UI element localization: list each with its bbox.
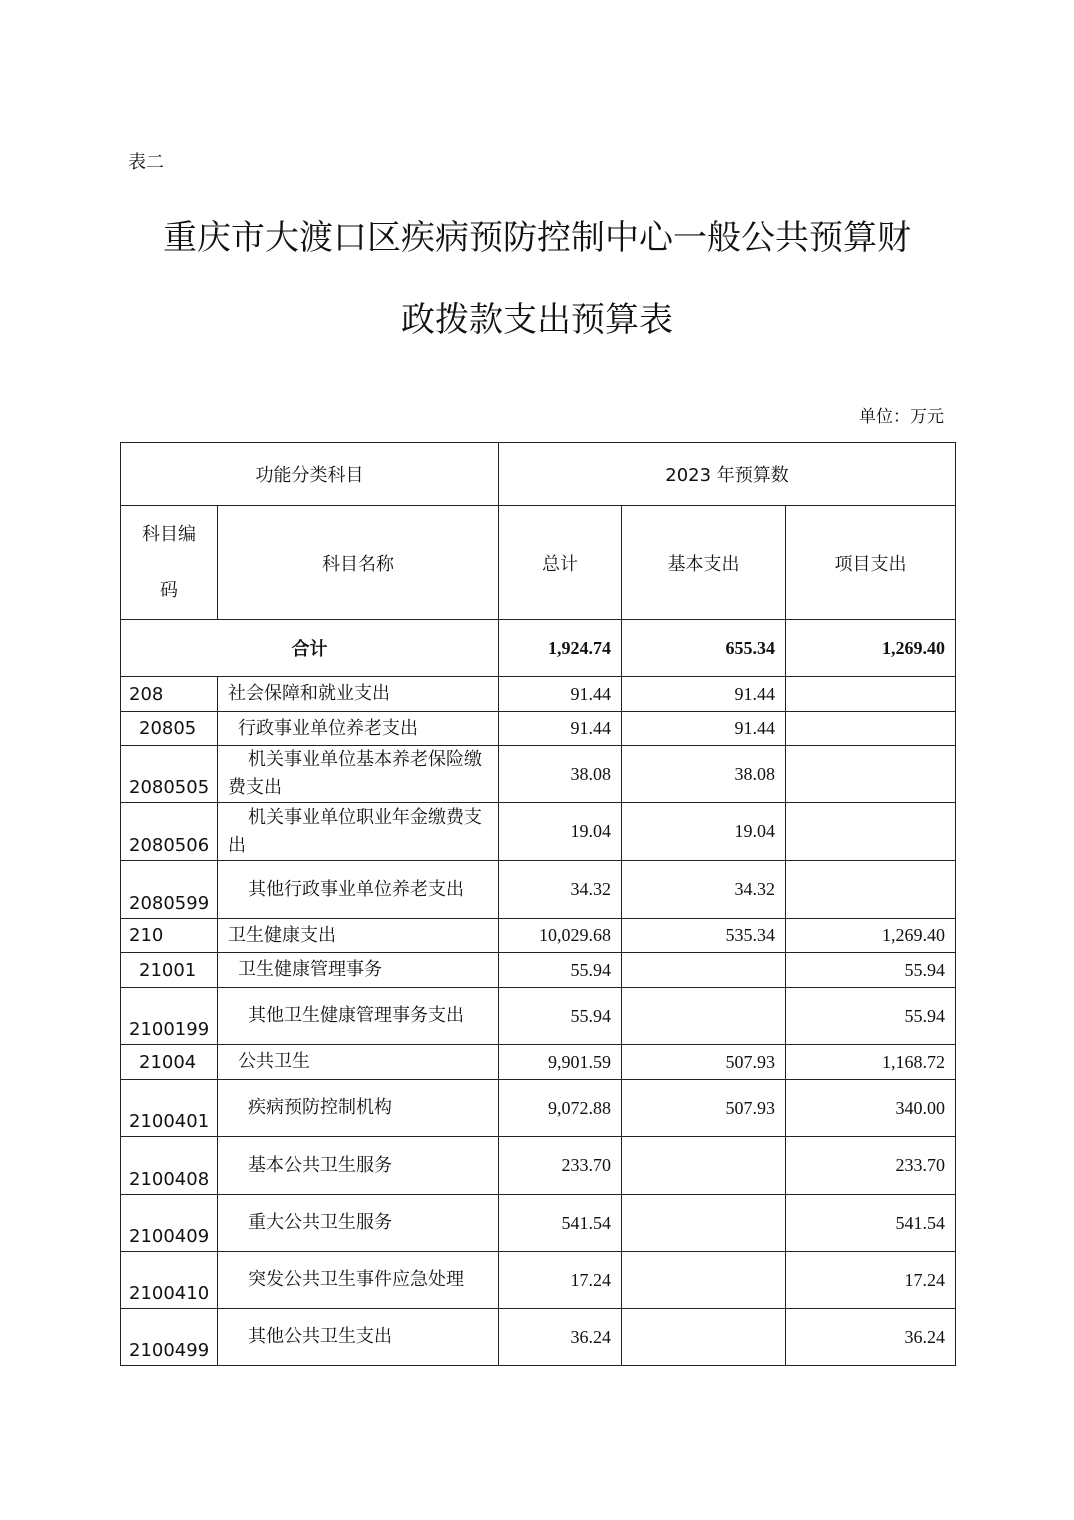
row-total: 9,901.59 <box>499 1045 622 1080</box>
row-code: 2080599 <box>121 861 218 919</box>
row-code: 2100408 <box>121 1137 218 1195</box>
row-total: 34.32 <box>499 861 622 919</box>
table-row <box>121 1195 956 1252</box>
row-project <box>786 861 956 919</box>
table-row <box>121 746 956 803</box>
row-total: 55.94 <box>499 953 622 988</box>
row-code: 2080505 <box>121 746 218 803</box>
table-row <box>121 712 956 746</box>
row-code: 21001 <box>121 953 218 988</box>
row-name: 机关事业单位基本养老保险缴费支出 <box>218 746 499 803</box>
table-row <box>121 953 956 988</box>
row-code: 2100409 <box>121 1195 218 1252</box>
row-basic <box>622 1195 786 1252</box>
table-row <box>121 861 956 919</box>
row-total: 55.94 <box>499 988 622 1045</box>
budget-table <box>120 442 956 1366</box>
row-name: 疾病预防控制机构 <box>218 1080 499 1137</box>
row-basic <box>622 953 786 988</box>
row-project: 233.70 <box>786 1137 956 1195</box>
row-name: 其他行政事业单位养老支出 <box>218 861 499 919</box>
row-name: 其他卫生健康管理事务支出 <box>218 988 499 1045</box>
row-code: 20805 <box>121 712 218 746</box>
row-name: 公共卫生 <box>218 1045 499 1080</box>
row-total: 17.24 <box>499 1252 622 1309</box>
row-basic <box>622 1137 786 1195</box>
row-basic: 91.44 <box>622 677 786 712</box>
row-basic <box>622 1309 786 1366</box>
row-name: 行政事业单位养老支出 <box>218 712 499 746</box>
row-project: 55.94 <box>786 988 956 1045</box>
row-project: 36.24 <box>786 1309 956 1366</box>
table-label: 表二 <box>128 152 164 173</box>
row-code: 2100401 <box>121 1080 218 1137</box>
totals-project: 1,269.40 <box>786 620 956 677</box>
document-title-line-2: 政拨款支出预算表 <box>401 300 673 340</box>
row-project <box>786 712 956 746</box>
row-name: 社会保障和就业支出 <box>218 677 499 712</box>
row-total: 38.08 <box>499 746 622 803</box>
table-row <box>121 1045 956 1080</box>
row-basic: 507.93 <box>622 1045 786 1080</box>
row-basic: 19.04 <box>622 803 786 861</box>
row-code: 2100199 <box>121 988 218 1045</box>
table-row <box>121 1252 956 1309</box>
row-name: 重大公共卫生服务 <box>218 1195 499 1252</box>
row-project <box>786 803 956 861</box>
totals-row <box>121 620 956 677</box>
table-row <box>121 919 956 953</box>
project-header: 项目支出 <box>786 506 956 620</box>
table-row <box>121 803 956 861</box>
row-code: 208 <box>121 677 218 712</box>
code-header <box>121 506 218 620</box>
row-project <box>786 677 956 712</box>
row-name: 卫生健康管理事务 <box>218 953 499 988</box>
func-class-header: 功能分类科目 <box>121 443 499 506</box>
basic-header: 基本支出 <box>622 506 786 620</box>
table-row <box>121 677 956 712</box>
budget-year-header: 2023 年预算数 <box>499 443 956 506</box>
row-code: 210 <box>121 919 218 953</box>
header-row-2 <box>121 506 956 620</box>
row-name: 其他公共卫生支出 <box>218 1309 499 1366</box>
row-name: 卫生健康支出 <box>218 919 499 953</box>
row-total: 541.54 <box>499 1195 622 1252</box>
row-code: 2080506 <box>121 803 218 861</box>
table-row <box>121 1137 956 1195</box>
row-total: 91.44 <box>499 677 622 712</box>
row-name: 基本公共卫生服务 <box>218 1137 499 1195</box>
table-row <box>121 1309 956 1366</box>
row-basic <box>622 1252 786 1309</box>
row-basic: 507.93 <box>622 1080 786 1137</box>
row-total: 19.04 <box>499 803 622 861</box>
code-header-line-2: 码 <box>160 579 178 601</box>
row-code: 2100499 <box>121 1309 218 1366</box>
row-project: 1,168.72 <box>786 1045 956 1080</box>
total-header: 总计 <box>499 506 622 620</box>
row-total: 36.24 <box>499 1309 622 1366</box>
code-header-line-1: 科目编 <box>142 523 196 545</box>
totals-label: 合计 <box>121 620 499 677</box>
row-project: 1,269.40 <box>786 919 956 953</box>
row-name: 机关事业单位职业年金缴费支出 <box>218 803 499 861</box>
row-project: 541.54 <box>786 1195 956 1252</box>
row-basic: 34.32 <box>622 861 786 919</box>
totals-total: 1,924.74 <box>499 620 622 677</box>
row-total: 91.44 <box>499 712 622 746</box>
row-code: 21004 <box>121 1045 218 1080</box>
row-code: 2100410 <box>121 1252 218 1309</box>
header-row-1 <box>121 443 956 506</box>
table-row <box>121 1080 956 1137</box>
row-project <box>786 746 956 803</box>
row-project: 17.24 <box>786 1252 956 1309</box>
row-basic <box>622 988 786 1045</box>
row-total: 10,029.68 <box>499 919 622 953</box>
row-total: 233.70 <box>499 1137 622 1195</box>
row-name: 突发公共卫生事件应急处理 <box>218 1252 499 1309</box>
unit-label: 单位：万元 <box>859 407 944 427</box>
name-header: 科目名称 <box>218 506 499 620</box>
row-basic: 91.44 <box>622 712 786 746</box>
table-row <box>121 988 956 1045</box>
row-project: 55.94 <box>786 953 956 988</box>
row-basic: 535.34 <box>622 919 786 953</box>
document-title-line-1: 重庆市大渡口区疾病预防控制中心一般公共预算财 <box>163 218 911 258</box>
row-basic: 38.08 <box>622 746 786 803</box>
row-project: 340.00 <box>786 1080 956 1137</box>
row-total: 9,072.88 <box>499 1080 622 1137</box>
totals-basic: 655.34 <box>622 620 786 677</box>
